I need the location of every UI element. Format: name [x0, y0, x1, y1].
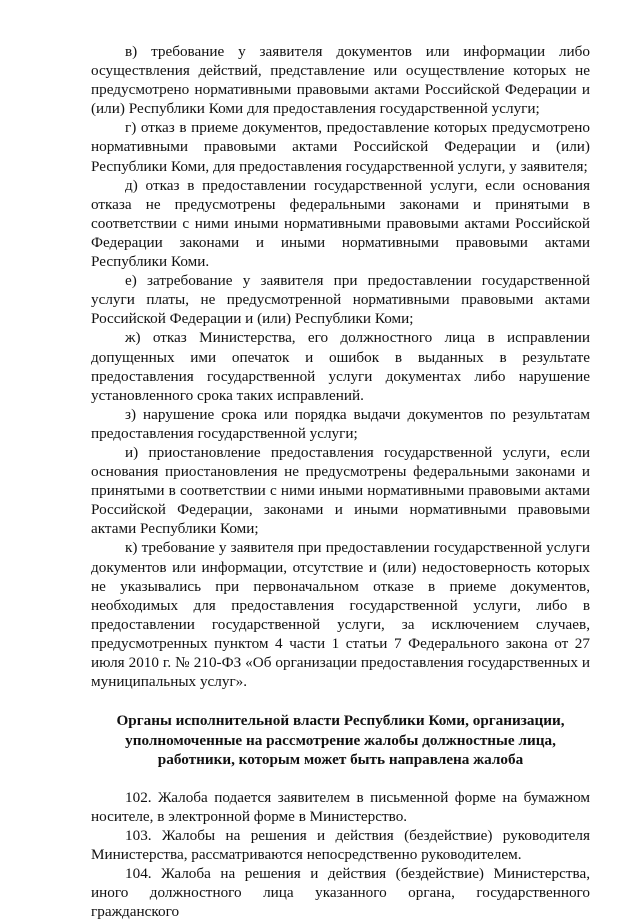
item-zh: ж) отказ Министерства, его должностного лица в исправлении допущенных ими опечаток и ошибок в выданных в результате предоставления государственной услуги документах либо нарушение установленного срока таких исправлений.: [91, 329, 590, 404]
heading-line-2: уполномоченные на рассмотрение жалобы должностные лица,: [125, 731, 556, 749]
item-k: к) требование у заявителя при предоставлении государственной услуги документов или информации, отсутствие и (или) недостоверность которых не указывались при первоначальном отказе в приеме документов, необходимых для предоставления государственной услуги, либо в предоставлении государственной услуги, за исключением случаев, предусмотренных пунктом 4 части 1 статьи 7 Федерального закона от 27 июля 2010 г. № 210-ФЗ «Об организации предоставления государственных и муниципальных услуг».: [91, 539, 590, 691]
heading-line-3: работники, которым может быть направлена жалоба: [157, 751, 524, 769]
item-g: г) отказ в приеме документов, предоставление которых предусмотрено нормативными правовыми актами Российской Федерации и (или) Республики Коми, для предоставления государственной услуги, у заявителя;: [91, 119, 590, 175]
item-d: д) отказ в предоставлении государственной услуги, если основания отказа не предусмотрены федеральными законами и принятыми в соответствии с ними иными нормативными правовыми актами Российской Федерации законами и иными нормативными правовыми актами Республики Коми.: [91, 176, 590, 271]
paragraph-103: 103. Жалобы на решения и действия (бездействие) руководителя Министерства, рассматриваются непосредственно руководителем.: [91, 826, 590, 863]
paragraph-102: 102. Жалоба подается заявителем в письменной форме на бумажном носителе, в электронной форме в Министерство.: [91, 788, 590, 825]
section-heading: [91, 711, 590, 770]
item-v: в) требование у заявителя документов или информации либо осуществления действий, представление или осуществление которых не предусмотрено нормативными правовыми актами Российской Федерации и (или) Республики Коми для предоставления государственной услуги;: [91, 43, 590, 118]
item-e: е) затребование у заявителя при предоставлении государственной услуги платы, не предусмотренной нормативными правовыми актами Российской Федерации и (или) Республики Коми;: [91, 272, 590, 328]
heading-line-1: Органы исполнительной власти Республики Коми, организации,: [116, 712, 565, 730]
paragraph-104: 104. Жалоба на решения и действия (бездействие) Министерства, иного должностного лица указанного органа, государственного гражданского: [91, 865, 590, 921]
item-z: з) нарушение срока или порядка выдачи документов по результатам предоставления государственной услуги;: [91, 405, 590, 442]
document-body: [91, 42, 590, 921]
item-i: и) приостановление предоставления государственной услуги, если основания приостановления не предусмотрены федеральными законами и принятыми в соответствии с ними иными нормативными правовыми актами Российской Федерации, законами и иными нормативными правовыми актами Республики Коми;: [91, 443, 590, 538]
